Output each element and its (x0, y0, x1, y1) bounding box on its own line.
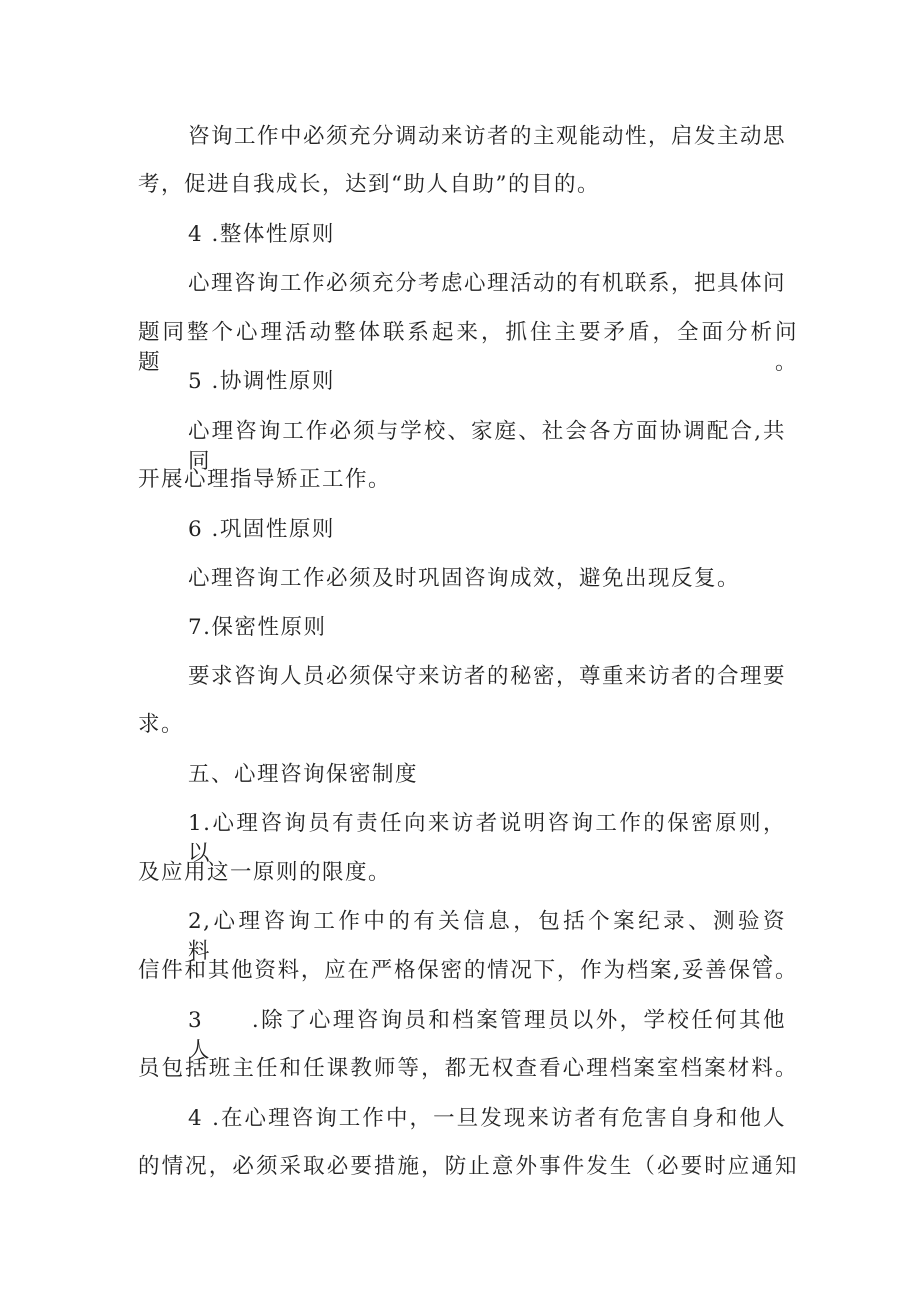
body-paragraph-line: 开展心理指导矫正工作。 (138, 467, 392, 492)
section-heading: 5 .协调性原则 (188, 369, 335, 394)
body-paragraph-line: 心理咨询工作必须及时巩固咨询成效，避免出现反复。 (188, 566, 741, 591)
body-paragraph-line: 及应用这一原则的限度。 (138, 860, 392, 885)
body-paragraph-line: 3 .除了心理咨询员和档案管理员以外，学校任何其他人 (188, 1008, 786, 1063)
body-paragraph-line: 咨询工作中必须充分调动来访者的主观能动性，启发主动思 (188, 124, 787, 149)
section-heading: 7.保密性原则 (188, 615, 327, 640)
body-paragraph-line: 求。 (138, 712, 185, 737)
body-paragraph-line: 考，促进自我成长，达到“助人自助”的目的。 (138, 172, 600, 197)
body-paragraph-line: 心理咨询工作必须与学校、家庭、社会各方面协调配合,共同 (188, 419, 786, 474)
chapter-heading: 五、心理咨询保密制度 (188, 762, 419, 787)
body-paragraph-line: 心理咨询工作必须充分考虑心理活动的有机联系，把具体问 (188, 271, 787, 296)
body-paragraph-line: 题同整个心理活动整体联系起来，抓住主要矛盾，全面分析问题。 (138, 320, 798, 375)
body-paragraph-line: 1.心理咨询员有责任向来访者说明咨询工作的保密原则，以 (188, 811, 786, 866)
body-paragraph-line: 员包括班主任和任课教师等，都无权查看心理档案室档案材料。 (138, 1056, 798, 1081)
body-paragraph-line: 4 .在心理咨询工作中，一旦发现来访者有危害自身和他人 (188, 1106, 786, 1131)
body-paragraph-line: 要求咨询人员必须保守来访者的秘密，尊重来访者的合理要 (188, 664, 787, 689)
section-heading: 6 .巩固性原则 (188, 517, 335, 542)
body-paragraph-line: 的情况，必须采取必要措施，防止意外事件发生（必要时应通知 (138, 1154, 798, 1179)
body-paragraph-line: 2,心理咨询工作中的有关信息，包括个案纪录、测验资料、 (188, 909, 786, 964)
body-paragraph-line: 信件和其他资料，应在严格保密的情况下，作为档案,妥善保管。 (138, 958, 798, 983)
section-heading: 4 .整体性原则 (188, 222, 335, 247)
